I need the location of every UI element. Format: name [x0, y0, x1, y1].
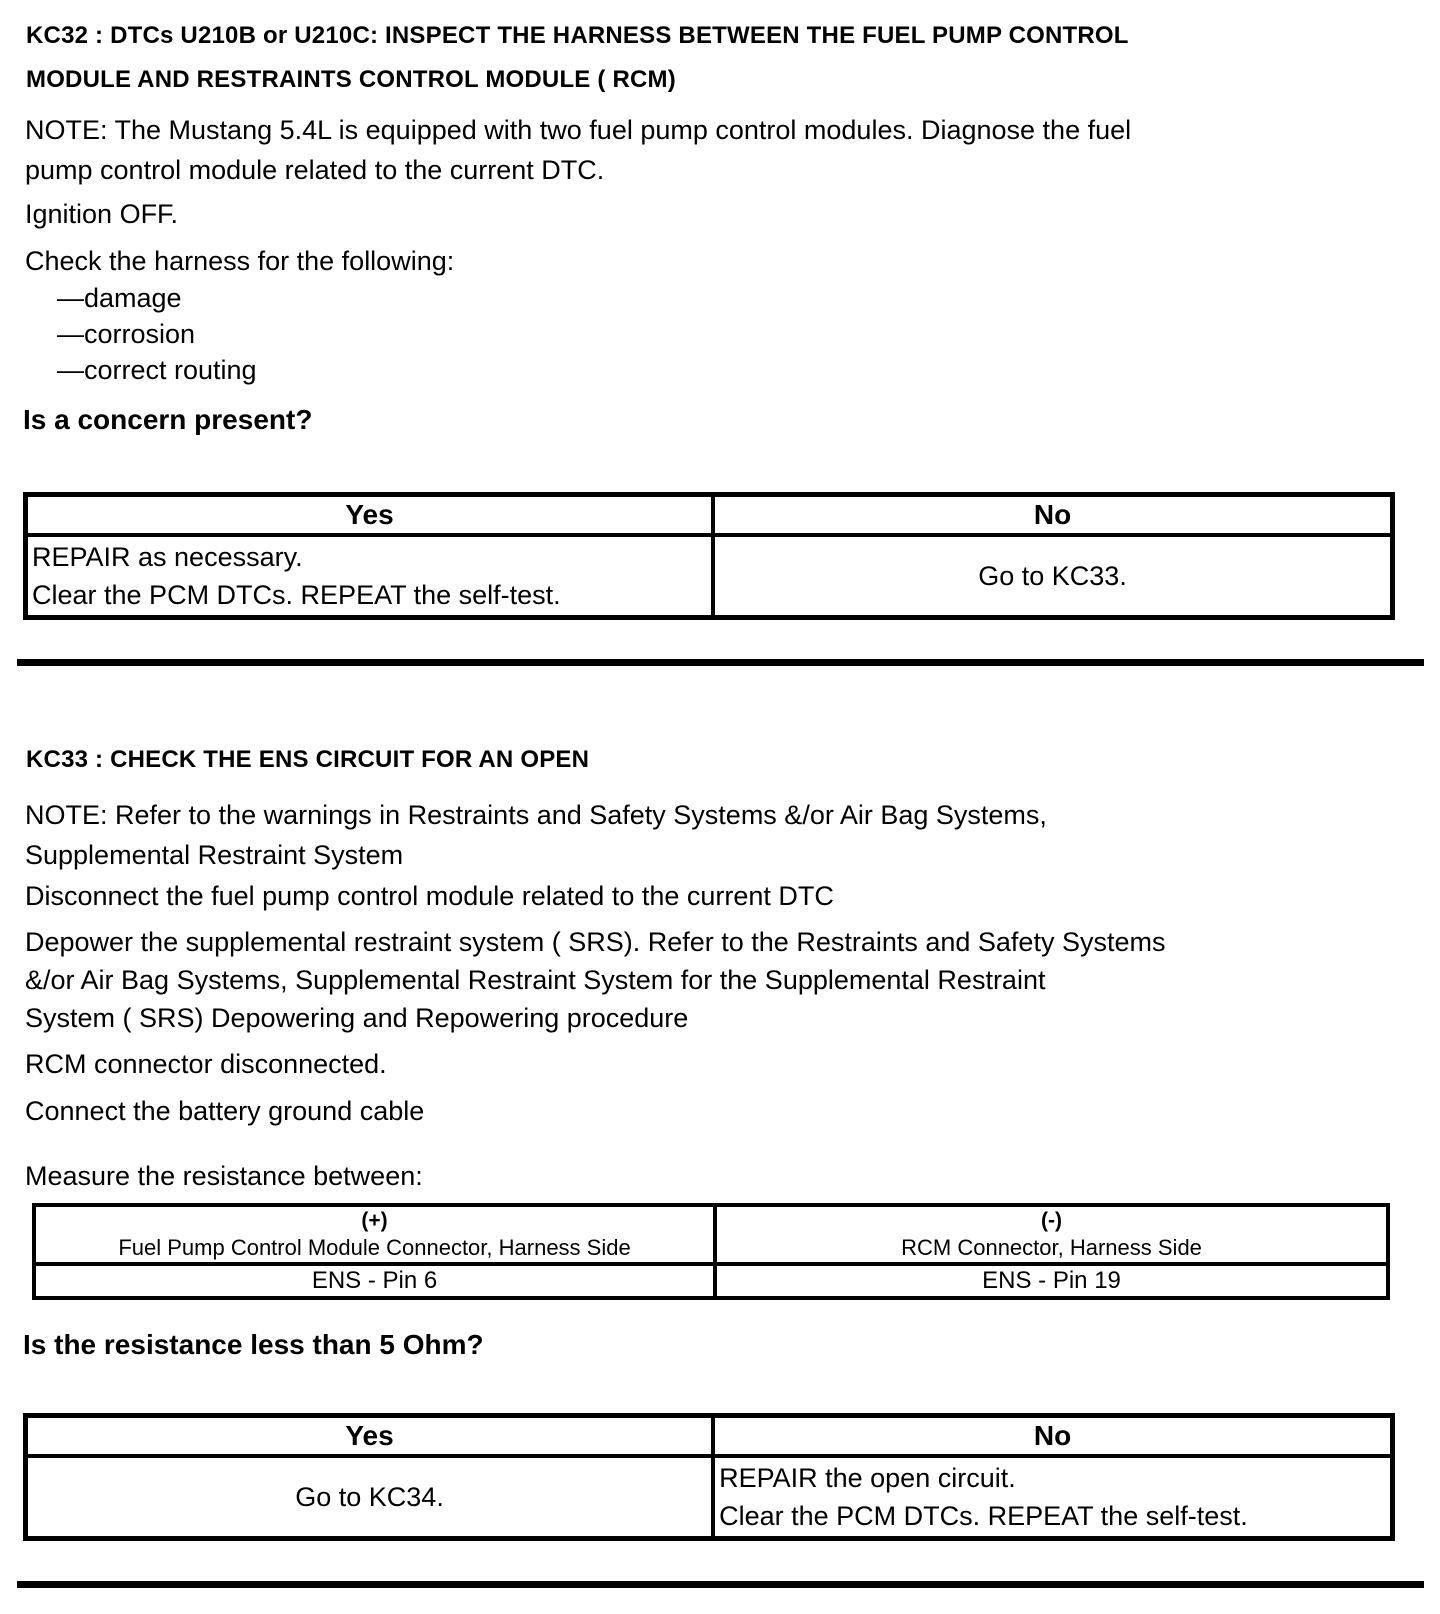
no-header-cell: No: [713, 495, 1392, 536]
kc33-depower-line-1: Depower the supplemental restraint system ( SRS). Refer to the Restraints and Safety Systems: [25, 927, 1166, 957]
kc32-step-section: [0, 14, 1440, 666]
list-item-damage: —damage: [57, 283, 182, 313]
kc32-heading-line-1: KC32 : DTCs U210B or U210C: INSPECT THE HARNESS BETWEEN THE FUEL PUMP CONTROL: [26, 22, 1129, 49]
list-item-correct-routing: —correct routing: [57, 355, 257, 385]
kc33-no-action-line-2: Clear the PCM DTCs. REPEAT the self-test.: [719, 1501, 1248, 1531]
kc32-check-harness-step: Check the harness for the following:: [25, 246, 455, 276]
kc33-measurement-table: [32, 1203, 1390, 1300]
kc33-no-action-line-1: REPAIR the open circuit.: [719, 1463, 1016, 1493]
kc33-note: [25, 795, 1440, 875]
plus-sign-label: (+): [361, 1209, 388, 1232]
measurement-pin-row: [34, 1264, 1388, 1298]
positive-lead-label: Fuel Pump Control Module Connector, Harness Side: [118, 1235, 631, 1260]
kc32-yes-action-cell: [26, 535, 714, 618]
kc33-depower-line-2: &/or Air Bag Systems, Supplemental Restraint System for the Supplemental Restraint: [25, 965, 1046, 995]
kc32-question: Is a concern present?: [23, 404, 313, 435]
yes-header-cell: Yes: [26, 1416, 714, 1457]
kc32-no-action-cell: Go to KC33.: [978, 561, 1127, 591]
kc32-note-line-1: NOTE: The Mustang 5.4L is equipped with two fuel pump control modules. Diagnose the fuel: [25, 115, 1132, 145]
kc32-step-heading: [26, 14, 1440, 102]
kc33-question: Is the resistance less than 5 Ohm?: [23, 1329, 484, 1360]
kc33-disconnect-step: Disconnect the fuel pump control module related to the current DTC: [25, 881, 834, 911]
kc33-step-section: [0, 742, 1440, 1588]
negative-pin-cell: ENS - Pin 19: [982, 1267, 1121, 1294]
kc33-note-line-1: NOTE: Refer to the warnings in Restraints and Safety Systems &/or Air Bag Systems,: [25, 800, 1047, 830]
kc32-check-list: [57, 280, 1440, 388]
kc33-depower-step: [25, 923, 1440, 1037]
kc32-yes-action-line-1: REPAIR as necessary.: [32, 542, 303, 572]
negative-lead-header-cell: [715, 1205, 1388, 1264]
kc33-note-line-2: Supplemental Restraint System: [25, 840, 404, 870]
kc33-step-heading: KC33 : CHECK THE ENS CIRCUIT FOR AN OPEN: [26, 746, 590, 773]
kc32-note: [25, 110, 1440, 190]
kc32-ignition-step: Ignition OFF.: [25, 199, 179, 229]
kc33-rcm-disconnected-step: RCM connector disconnected.: [25, 1049, 387, 1079]
section-divider-rule: [17, 1581, 1424, 1588]
kc33-decision-table: [23, 1413, 1395, 1541]
table-body-row: [26, 1456, 1393, 1539]
kc33-connect-battery-step: Connect the battery ground cable: [25, 1096, 425, 1126]
table-header-row: [26, 495, 1393, 536]
kc33-yes-action-cell: Go to KC34.: [26, 1456, 714, 1539]
positive-lead-header-cell: [34, 1205, 715, 1264]
kc32-heading-line-2: MODULE AND RESTRAINTS CONTROL MODULE ( RCM): [26, 66, 676, 93]
section-divider-rule: [17, 659, 1424, 666]
table-header-row: [26, 1416, 1393, 1457]
yes-header-cell: Yes: [26, 495, 714, 536]
table-body-row: [26, 535, 1393, 618]
negative-lead-label: RCM Connector, Harness Side: [901, 1235, 1202, 1260]
kc32-decision-table: [23, 492, 1395, 620]
minus-sign-label: (-): [1041, 1209, 1063, 1232]
measurement-header-row: [34, 1205, 1388, 1264]
positive-pin-cell: ENS - Pin 6: [34, 1264, 715, 1298]
kc33-depower-line-3: System ( SRS) Depowering and Repowering procedure: [25, 1003, 689, 1033]
no-header-cell: No: [713, 1416, 1392, 1457]
kc32-note-line-2: pump control module related to the current DTC.: [25, 155, 605, 185]
list-item-corrosion: —corrosion: [57, 319, 196, 349]
kc32-yes-action-line-2: Clear the PCM DTCs. REPEAT the self-test.: [32, 580, 561, 610]
kc33-no-action-cell: [713, 1456, 1392, 1539]
kc33-measure-intro: Measure the resistance between:: [25, 1161, 423, 1191]
